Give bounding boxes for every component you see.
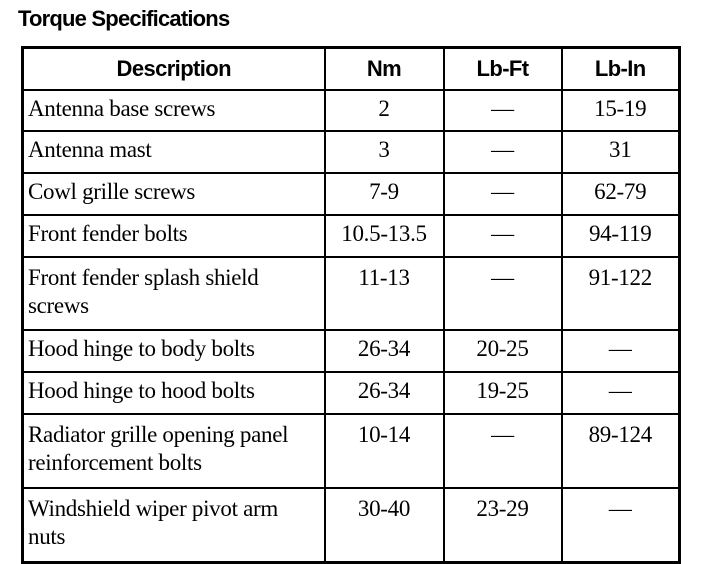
- table-row: [23, 414, 680, 488]
- torque-spec-table: [21, 46, 681, 564]
- lb-ft-cell: 19-25: [444, 372, 562, 414]
- table-row: [23, 131, 680, 173]
- lb-in-cell: —: [562, 488, 680, 563]
- column-header-lb-ft: Lb-Ft: [444, 48, 562, 91]
- nm-cell: 10.5-13.5: [325, 215, 444, 257]
- nm-cell: 2: [325, 90, 444, 131]
- lb-in-cell: —: [562, 330, 680, 372]
- nm-cell: 26-34: [325, 330, 444, 372]
- lb-ft-cell: —: [444, 173, 562, 215]
- table-row: [23, 257, 680, 330]
- lb-in-cell: 89-124: [562, 414, 680, 488]
- lb-ft-cell: —: [444, 90, 562, 131]
- nm-cell: 26-34: [325, 372, 444, 414]
- nm-cell: 30-40: [325, 488, 444, 563]
- column-header-lb-in: Lb-In: [562, 48, 680, 91]
- lb-ft-cell: —: [444, 215, 562, 257]
- description-cell: Hood hinge to hood bolts: [23, 372, 325, 414]
- lb-in-cell: 31: [562, 131, 680, 173]
- column-header-description: Description: [23, 48, 325, 91]
- description-cell: Front fender splash shield screws: [23, 257, 325, 330]
- lb-in-cell: —: [562, 372, 680, 414]
- table-row: [23, 330, 680, 372]
- description-cell: Front fender bolts: [23, 215, 325, 257]
- lb-ft-cell: 23-29: [444, 488, 562, 563]
- table-row: [23, 90, 680, 131]
- table-row: [23, 372, 680, 414]
- description-cell: Cowl grille screws: [23, 173, 325, 215]
- lb-ft-cell: —: [444, 131, 562, 173]
- nm-cell: 7-9: [325, 173, 444, 215]
- lb-ft-cell: —: [444, 414, 562, 488]
- description-cell: Radiator grille opening panel reinforcement bolts: [23, 414, 325, 488]
- description-cell: Hood hinge to body bolts: [23, 330, 325, 372]
- lb-in-cell: 15-19: [562, 90, 680, 131]
- table-row: [23, 215, 680, 257]
- description-cell: Antenna base screws: [23, 90, 325, 131]
- lb-in-cell: 94-119: [562, 215, 680, 257]
- lb-ft-cell: 20-25: [444, 330, 562, 372]
- description-cell: Windshield wiper pivot arm nuts: [23, 488, 325, 563]
- nm-cell: 11-13: [325, 257, 444, 330]
- lb-in-cell: 91-122: [562, 257, 680, 330]
- lb-ft-cell: —: [444, 257, 562, 330]
- page-title: Torque Specifications: [18, 6, 230, 31]
- table-header-row: [23, 48, 680, 91]
- description-cell: Antenna mast: [23, 131, 325, 173]
- table-row: [23, 488, 680, 563]
- column-header-nm: Nm: [325, 48, 444, 91]
- nm-cell: 3: [325, 131, 444, 173]
- lb-in-cell: 62-79: [562, 173, 680, 215]
- table-row: [23, 173, 680, 215]
- nm-cell: 10-14: [325, 414, 444, 488]
